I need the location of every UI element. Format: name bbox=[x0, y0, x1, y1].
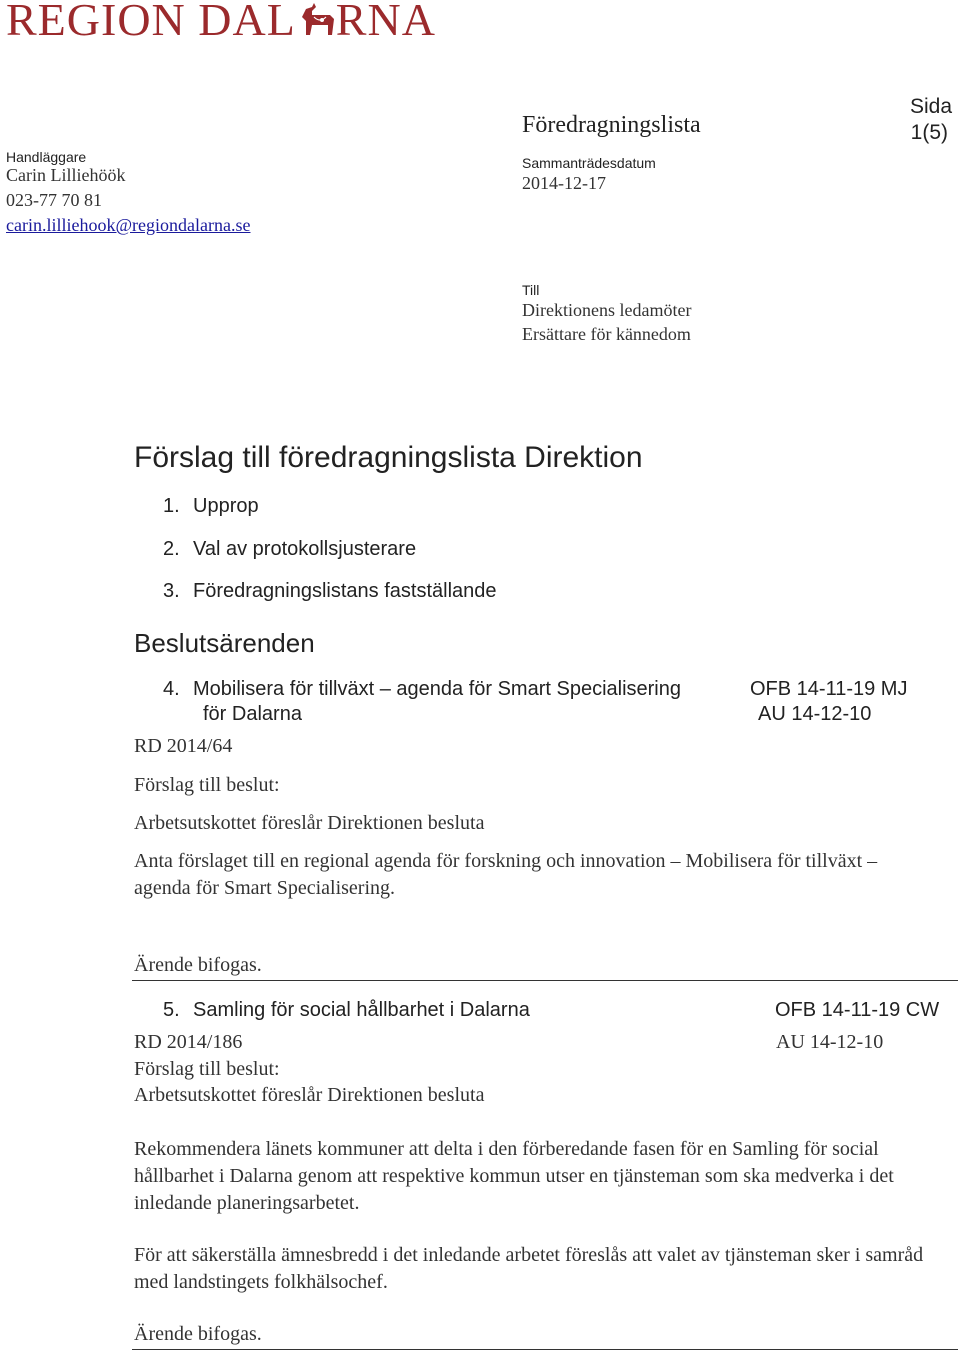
item4-proposal-label: Förslag till beslut: bbox=[134, 774, 280, 796]
item5-title bbox=[163, 999, 530, 1022]
meeting-date: 2014-12-17 bbox=[522, 173, 606, 193]
date-label: Sammanträdesdatum bbox=[522, 155, 656, 171]
agenda-heading: Förslag till föredragningslista Direktion bbox=[134, 441, 643, 474]
item4-dnr: RD 2014/64 bbox=[134, 735, 233, 757]
item4-number: 4. bbox=[163, 678, 180, 700]
page-label: Sida bbox=[909, 95, 952, 118]
item4-committee: Arbetsutskottet föreslår Direktionen besluta bbox=[134, 812, 485, 834]
recipient-line: Direktionens ledamöter bbox=[522, 300, 692, 320]
item5-ref2: AU 14-12-10 bbox=[776, 1031, 884, 1053]
item4-attached: Ärende bifogas. bbox=[134, 954, 262, 976]
logo-text-part1: REGION DAL bbox=[6, 0, 296, 45]
item5-number: 5. bbox=[163, 999, 180, 1021]
agenda-item-text: Föredragningslistans fastställande bbox=[193, 580, 497, 602]
item5-decision-paragraph: Rekommendera länets kommuner att delta i den förberedande fasen för en Samling för social hållbarhet i Dalarna genom att respektive kommun utser en tjänsteman som ska medverka i det inledande planeringsarbetet. bbox=[134, 1138, 894, 1214]
page-number: 1(5) bbox=[910, 121, 948, 144]
item4-title bbox=[163, 678, 681, 701]
item5-attached: Ärende bifogas. bbox=[134, 1323, 262, 1345]
agenda-item bbox=[163, 580, 497, 603]
region-dalarna-logo bbox=[6, 0, 436, 48]
agenda-item bbox=[163, 538, 416, 561]
recipient-line: Ersättare för kännedom bbox=[522, 324, 691, 344]
divider bbox=[132, 1349, 958, 1350]
item4-ref1: OFB 14-11-19 MJ bbox=[750, 678, 908, 700]
logo-text-part2: RNA bbox=[335, 0, 436, 45]
dala-horse-icon bbox=[298, 0, 338, 39]
item5-proposal-label: Förslag till beslut: bbox=[134, 1058, 280, 1080]
item5-decision-paragraph: För att säkerställa ämnesbredd i det inledande arbetet föreslås att valet av tjänsteman sker i samråd med landstingets folkhälsochef. bbox=[134, 1244, 924, 1293]
handler-phone: 023-77 70 81 bbox=[6, 190, 102, 210]
agenda-item-number: 1. bbox=[163, 495, 180, 517]
item4-title-line2: för Dalarna bbox=[203, 703, 302, 725]
handler-label: Handläggare bbox=[6, 149, 87, 165]
handler-name: Carin Lilliehöök bbox=[6, 165, 126, 185]
agenda-item-text: Val av protokollsjusterare bbox=[193, 538, 417, 560]
document-title: Föredragningslista bbox=[522, 112, 701, 138]
section-heading: Beslutsärenden bbox=[134, 628, 315, 658]
item5-dnr: RD 2014/186 bbox=[134, 1031, 243, 1053]
item4-decision: Anta förslaget till en regional agenda för forskning och innovation – Mobilisera för tillväxt – agenda för Smart Specialisering. bbox=[134, 850, 878, 899]
recipients-label: Till bbox=[522, 282, 540, 298]
agenda-item bbox=[163, 495, 259, 518]
handler-email-link[interactable]: carin.lilliehook@regiondalarna.se bbox=[6, 215, 251, 235]
item5-title-text: Samling för social hållbarhet i Dalarna bbox=[193, 999, 530, 1021]
item4-title-line1: Mobilisera för tillväxt – agenda för Smart Specialisering bbox=[193, 678, 681, 700]
item4-ref2: AU 14-12-10 bbox=[758, 703, 872, 725]
item5-ref1: OFB 14-11-19 CW bbox=[775, 999, 940, 1021]
agenda-item-number: 2. bbox=[163, 538, 180, 560]
divider bbox=[132, 980, 958, 981]
agenda-item-number: 3. bbox=[163, 580, 180, 602]
agenda-item-text: Upprop bbox=[193, 495, 259, 517]
item5-committee: Arbetsutskottet föreslår Direktionen besluta bbox=[134, 1084, 485, 1106]
